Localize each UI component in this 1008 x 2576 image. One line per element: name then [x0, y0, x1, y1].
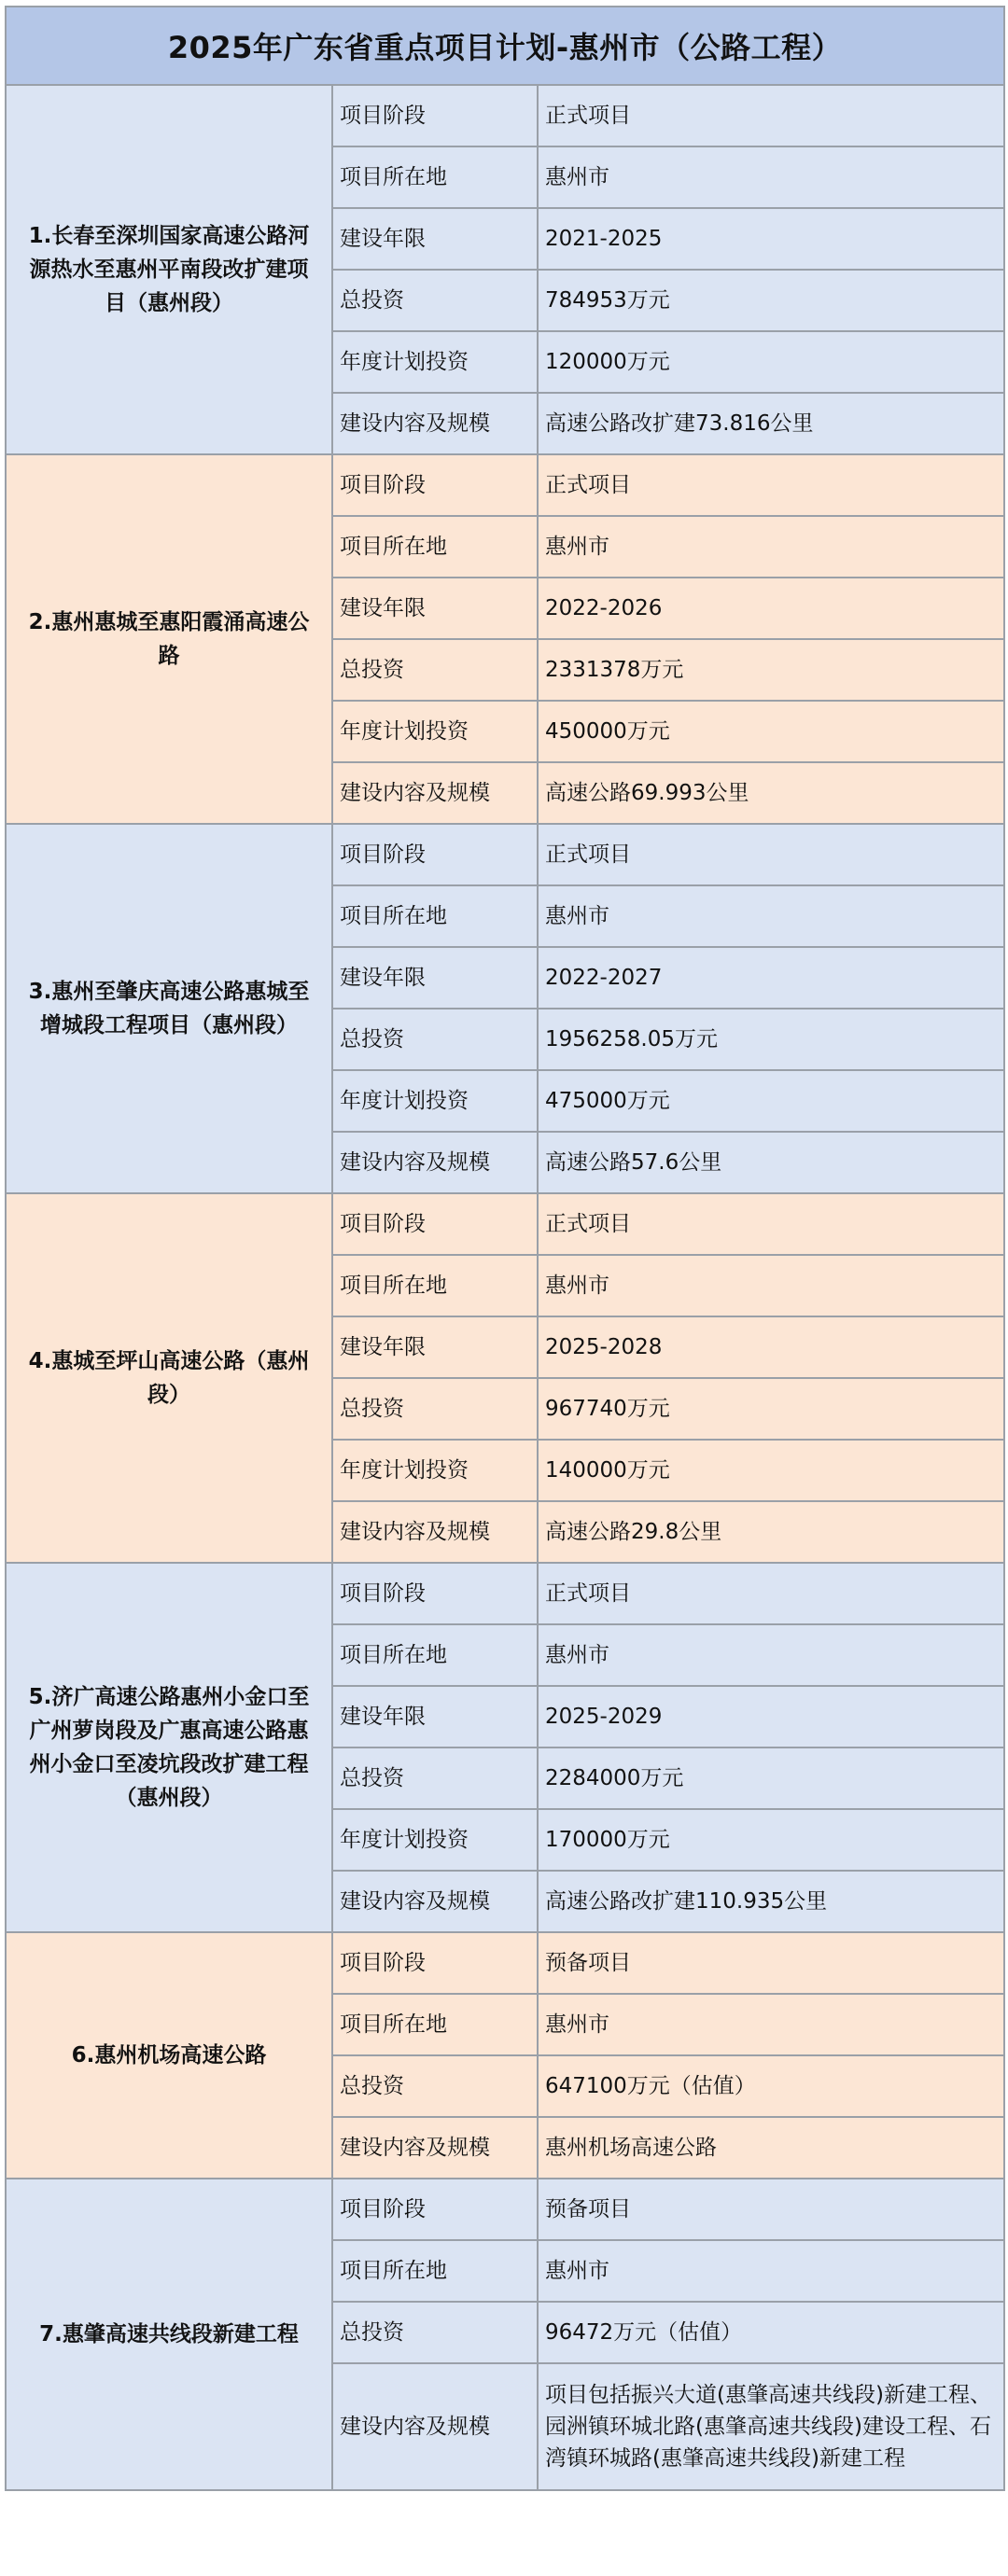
field-label: 建设年限	[332, 947, 538, 1009]
field-value: 惠州机场高速公路	[538, 2117, 1004, 2179]
title-row	[6, 7, 1004, 85]
table-row	[6, 454, 1004, 516]
field-value: 2022-2027	[538, 947, 1004, 1009]
field-label: 年度计划投资	[332, 1809, 538, 1871]
field-value: 647100万元（估值）	[538, 2055, 1004, 2117]
field-label: 项目阶段	[332, 1193, 538, 1255]
project-name: 2.惠州惠城至惠阳霞涌高速公路	[6, 454, 332, 824]
field-value: 2021-2025	[538, 208, 1004, 270]
field-label: 总投资	[332, 1748, 538, 1809]
field-value: 2025-2029	[538, 1686, 1004, 1748]
field-label: 建设内容及规模	[332, 1501, 538, 1563]
field-value: 2331378万元	[538, 639, 1004, 701]
field-label: 年度计划投资	[332, 1440, 538, 1501]
field-label: 建设内容及规模	[332, 1132, 538, 1193]
field-value: 450000万元	[538, 701, 1004, 762]
project-name: 1.长春至深圳国家高速公路河源热水至惠州平南段改扩建项目（惠州段）	[6, 85, 332, 454]
field-value: 惠州市	[538, 2240, 1004, 2302]
field-label: 项目所在地	[332, 1624, 538, 1686]
field-value: 惠州市	[538, 1994, 1004, 2055]
project-name: 7.惠肇高速共线段新建工程	[6, 2179, 332, 2490]
field-value: 正式项目	[538, 1563, 1004, 1624]
field-label: 建设年限	[332, 578, 538, 639]
field-value: 784953万元	[538, 270, 1004, 331]
field-label: 项目阶段	[332, 1563, 538, 1624]
project-table-sheet	[5, 6, 1003, 2491]
field-value: 高速公路改扩建73.816公里	[538, 393, 1004, 454]
field-value: 967740万元	[538, 1378, 1004, 1440]
field-value: 96472万元（估值）	[538, 2302, 1004, 2363]
field-value: 高速公路29.8公里	[538, 1501, 1004, 1563]
field-value: 预备项目	[538, 2179, 1004, 2240]
field-label: 总投资	[332, 270, 538, 331]
table-row	[6, 1563, 1004, 1624]
field-value: 正式项目	[538, 1193, 1004, 1255]
field-label: 年度计划投资	[332, 1070, 538, 1132]
field-value: 惠州市	[538, 146, 1004, 208]
field-label: 项目所在地	[332, 1255, 538, 1316]
field-value: 2022-2026	[538, 578, 1004, 639]
field-label: 建设年限	[332, 208, 538, 270]
field-label: 建设内容及规模	[332, 393, 538, 454]
page-title: 2025年广东省重点项目计划-惠州市（公路工程）	[6, 7, 1004, 85]
table-row	[6, 85, 1004, 146]
field-label: 项目阶段	[332, 2179, 538, 2240]
project-name: 6.惠州机场高速公路	[6, 1932, 332, 2179]
field-label: 年度计划投资	[332, 701, 538, 762]
field-value: 1956258.05万元	[538, 1009, 1004, 1070]
field-label: 项目阶段	[332, 85, 538, 146]
project-name: 4.惠城至坪山高速公路（惠州段）	[6, 1193, 332, 1563]
field-label: 建设内容及规模	[332, 1871, 538, 1932]
field-label: 建设内容及规模	[332, 2363, 538, 2490]
field-label: 建设年限	[332, 1686, 538, 1748]
field-label: 项目阶段	[332, 1932, 538, 1994]
field-label: 年度计划投资	[332, 331, 538, 393]
field-value: 正式项目	[538, 85, 1004, 146]
field-value: 正式项目	[538, 454, 1004, 516]
project-name: 5.济广高速公路惠州小金口至广州萝岗段及广惠高速公路惠州小金口至凌坑段改扩建工程（惠州段）	[6, 1563, 332, 1932]
field-label: 项目阶段	[332, 454, 538, 516]
field-label: 建设内容及规模	[332, 2117, 538, 2179]
project-name: 3.惠州至肇庆高速公路惠城至增城段工程项目（惠州段）	[6, 824, 332, 1193]
field-value: 高速公路69.993公里	[538, 762, 1004, 824]
field-label: 总投资	[332, 639, 538, 701]
field-label: 建设年限	[332, 1316, 538, 1378]
project-table	[5, 6, 1005, 2491]
table-row	[6, 824, 1004, 885]
field-value: 项目包括振兴大道(惠肇高速共线段)新建工程、园洲镇环城北路(惠肇高速共线段)建设工程、石湾镇环城路(惠肇高速共线段)新建工程	[538, 2363, 1004, 2490]
field-value: 2025-2028	[538, 1316, 1004, 1378]
field-label: 总投资	[332, 1009, 538, 1070]
field-value: 惠州市	[538, 1624, 1004, 1686]
field-value: 预备项目	[538, 1932, 1004, 1994]
field-value: 2284000万元	[538, 1748, 1004, 1809]
field-label: 总投资	[332, 1378, 538, 1440]
table-row	[6, 1193, 1004, 1255]
field-label: 项目所在地	[332, 1994, 538, 2055]
field-value: 120000万元	[538, 331, 1004, 393]
field-label: 总投资	[332, 2055, 538, 2117]
field-value: 170000万元	[538, 1809, 1004, 1871]
field-label: 总投资	[332, 2302, 538, 2363]
field-value: 惠州市	[538, 1255, 1004, 1316]
field-value: 高速公路57.6公里	[538, 1132, 1004, 1193]
field-label: 项目所在地	[332, 885, 538, 947]
field-label: 项目所在地	[332, 516, 538, 578]
field-value: 140000万元	[538, 1440, 1004, 1501]
field-label: 建设内容及规模	[332, 762, 538, 824]
field-value: 惠州市	[538, 885, 1004, 947]
field-value: 惠州市	[538, 516, 1004, 578]
field-value: 高速公路改扩建110.935公里	[538, 1871, 1004, 1932]
table-row	[6, 2179, 1004, 2240]
field-label: 项目所在地	[332, 146, 538, 208]
table-row	[6, 1932, 1004, 1994]
field-label: 项目所在地	[332, 2240, 538, 2302]
field-label: 项目阶段	[332, 824, 538, 885]
field-value: 475000万元	[538, 1070, 1004, 1132]
field-value: 正式项目	[538, 824, 1004, 885]
